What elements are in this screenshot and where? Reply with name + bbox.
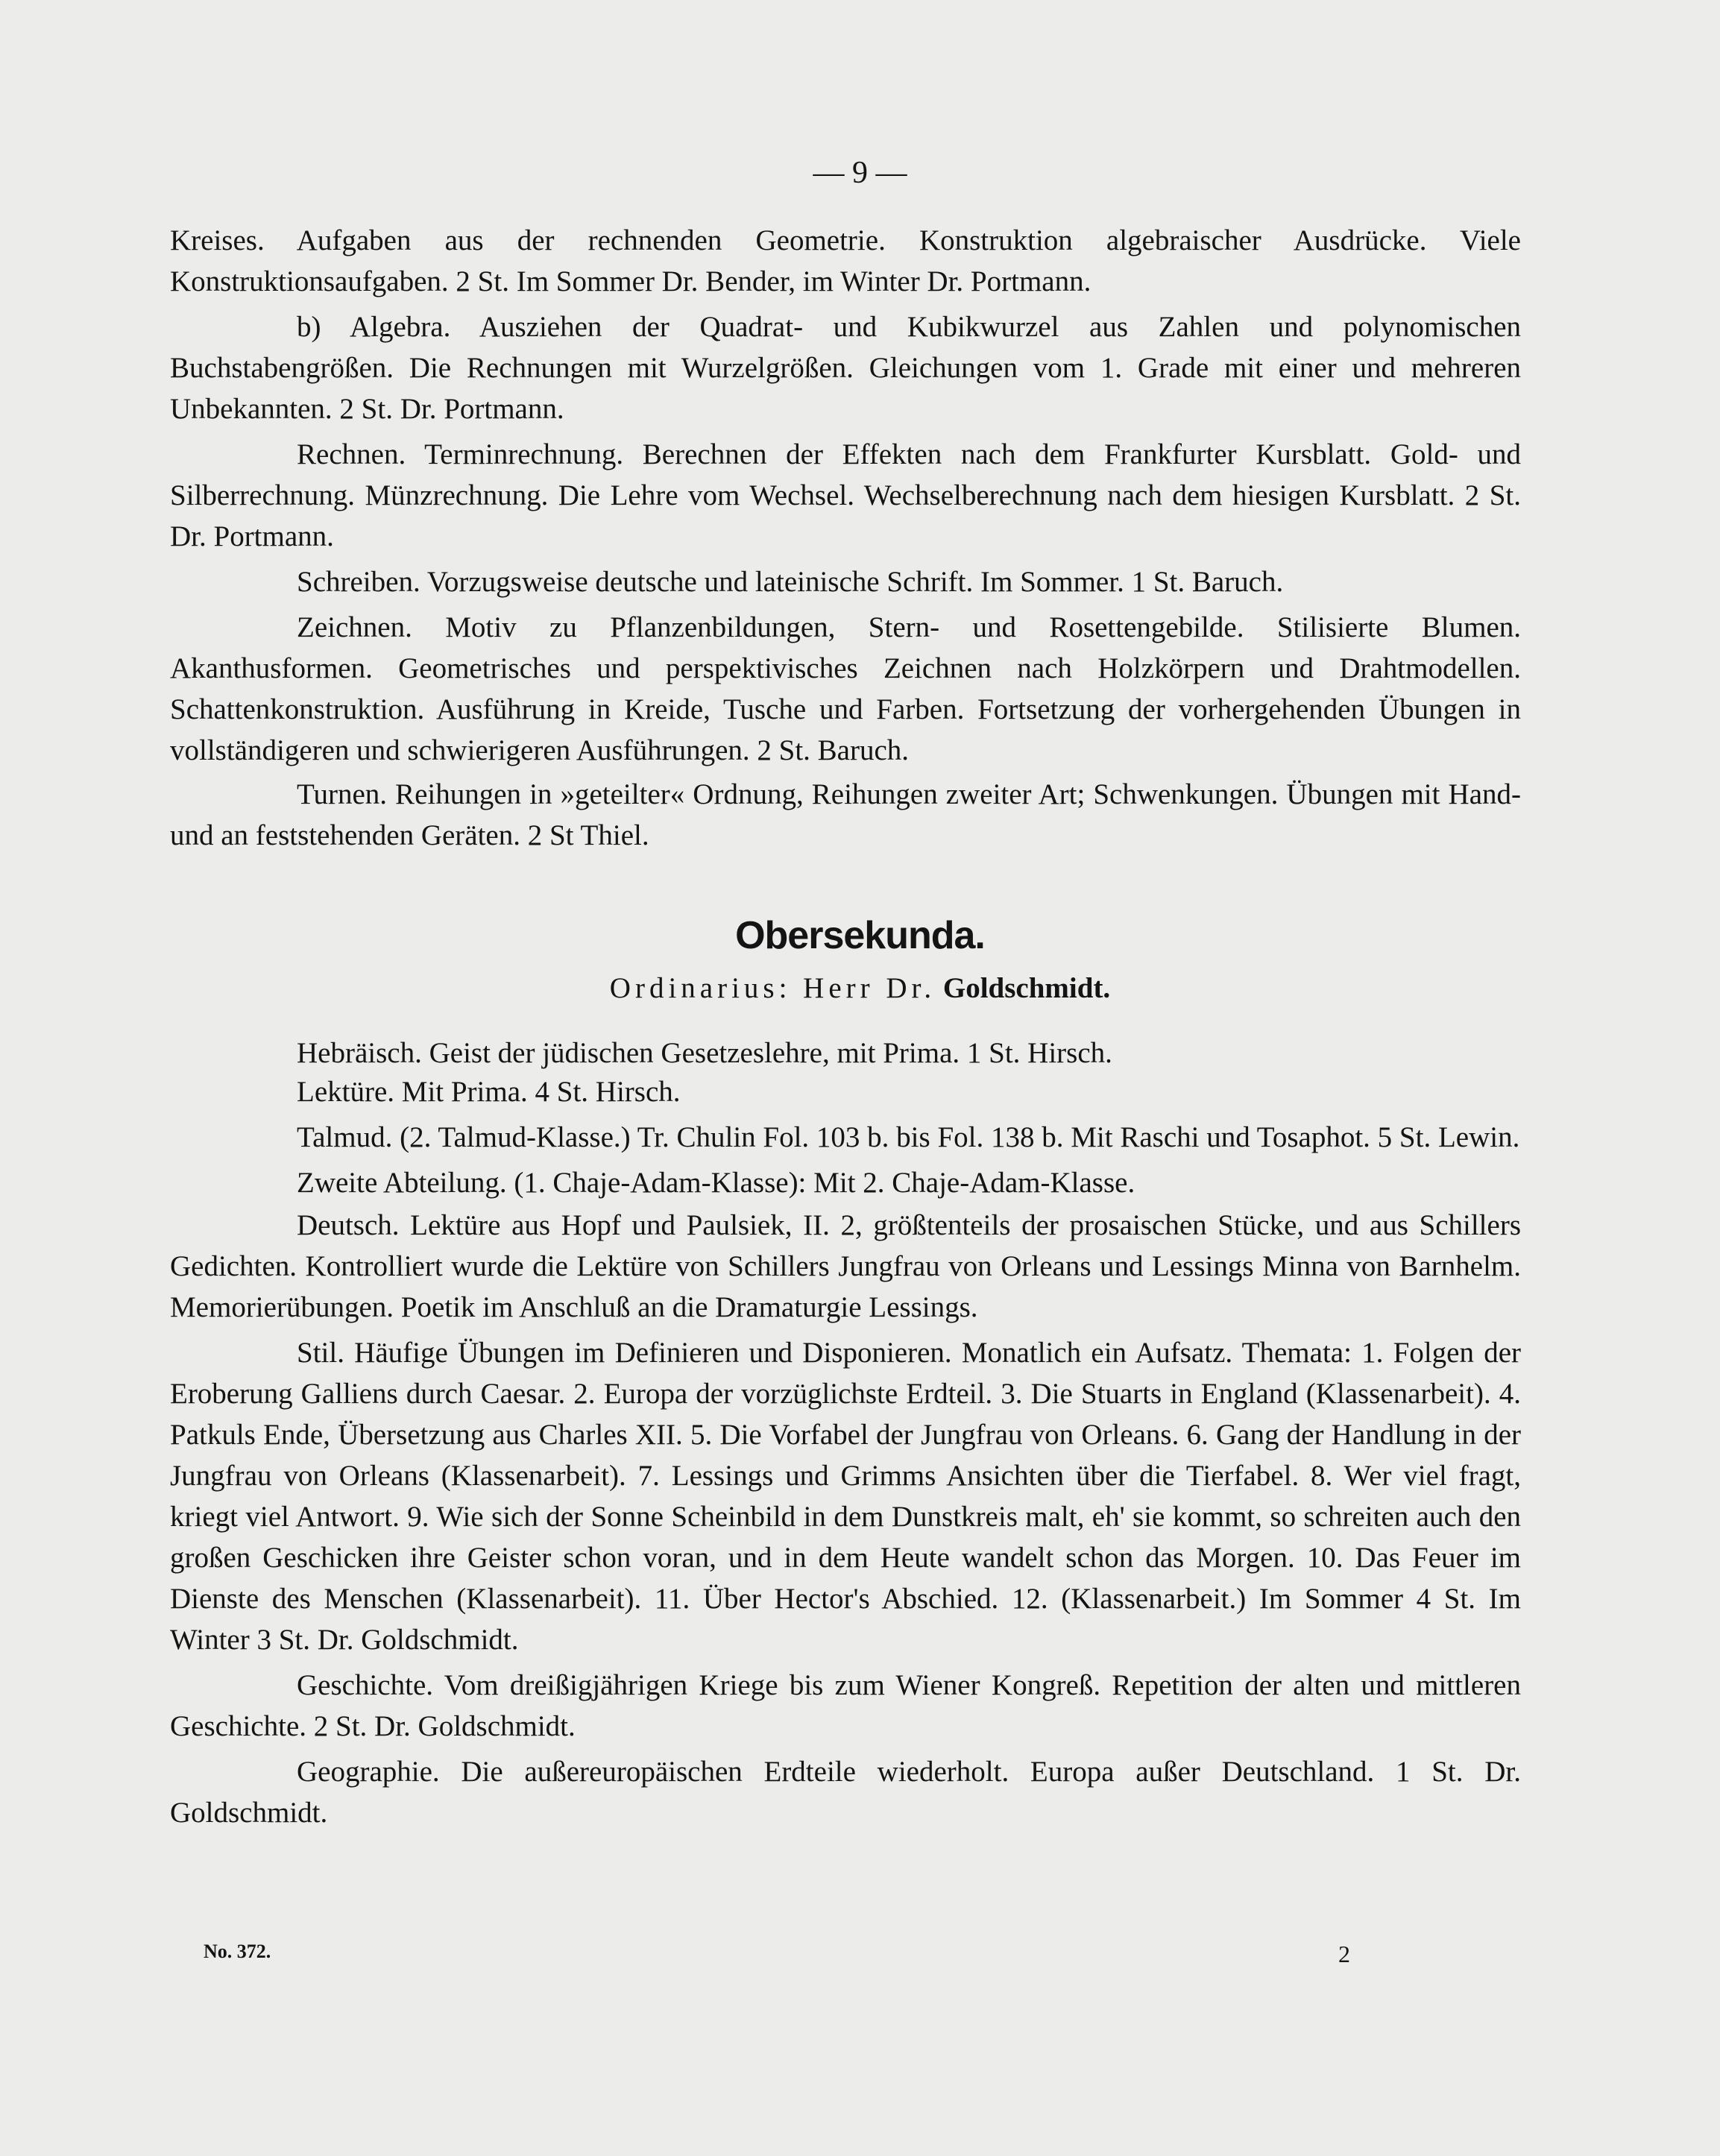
ordinarius-label: Ordinarius: Herr Dr. [609,972,936,1004]
paragraph-zeichnen: Zeichnen. Motiv zu Pflanzenbildungen, Stern- und Rosettengebilde. Stilisierte Blumen. Akanthusformen. Geometrisches und perspektivisches Zeichnen nach Holzkörpern und Drahtmodellen. Schattenkonstruktion. Ausführung in Kreide, Tusche und Farben. Fortsetzung der vorhergehenden Übungen in vollständigeren und schwierigeren Ausführungen. 2 St. Baruch. [170,611,1521,766]
paragraph-rechnen: Rechnen. Terminrechnung. Berechnen der Effekten nach dem Frankfurter Kursblatt. Gold- und Silberrechnung. Münzrechnung. Die Lehre vom Wechsel. Wechselberechnung nach dem hiesigen Kursblatt. 2 St. Dr. Portmann. [170,438,1521,552]
paragraph-schreiben: Schreiben. Vorzugsweise deutsche und lateinische Schrift. Im Sommer. 1 St. Baruch. [297,566,1284,598]
paragraph-geographie: Geographie. Die außereuropäischen Erdteile wiederholt. Europa außer Deutschland. 1 St. Dr. Goldschmidt. [170,1756,1521,1829]
paragraph-talmud: Talmud. (2. Talmud-Klasse.) Tr. Chulin Fol. 103 b. bis Fol. 138 b. Mit Raschi und Tosaphot. 5 St. Lewin. [297,1121,1520,1153]
paragraph-turnen: Turnen. Reihungen in »geteilter« Ordnung, Reihungen zweiter Art; Schwenkungen. Übungen mit Hand- und an feststehenden Geräten. 2 St Thiel. [170,778,1521,851]
paragraph-geometrie: Kreises. Aufgaben aus der rechnenden Geometrie. Konstruktion algebraischer Ausdrücke. Viele Konstruktionsaufgaben. 2 St. Im Sommer Dr. Bender, im Winter Dr. Portmann. [170,224,1521,297]
paragraph-geschichte: Geschichte. Vom dreißigjährigen Kriege bis zum Wiener Kongreß. Repetition der alten und mittleren Geschichte. 2 St. Dr. Goldschmidt. [170,1669,1521,1742]
ordinarius-name: Goldschmidt. [942,972,1111,1004]
section-heading: Obersekunda. [735,914,985,957]
paragraph-hebraeisch: Hebräisch. Geist der jüdischen Gesetzeslehre, mit Prima. 1 St. Hirsch. [297,1037,1112,1069]
paragraph-stil: Stil. Häufige Übungen im Definieren und Disponieren. Monatlich ein Aufsatz. Themata: 1. Folgen der Eroberung Galliens durch Caesar. 2. Europa der vorzüglichste Erdteil. 3. Die Stuarts in England (Klassenarbeit). 4. Patkuls Ende, Übersetzung aus Charles XII. 5. Die Vorfabel der Jungfrau von Orleans. 6. Gang der Handlung in der Jungfrau von Orleans (Klassenarbeit). 7. Lessings und Grimms Ansichten über die Tierfabel. 8. Wer viel fragt, kriegt viel Antwort. 9. Wie sich der Sonne Scheinbild in dem Dunstkreis malt, eh' sie kommt, so schreiten auch den großen Geschicken ihre Geister schon voran, und in dem Heute wandelt schon das Morgen. 10. Das Feuer im Dienste des Menschen (Klassenarbeit). 11. Über Hector's Abschied. 12. (Klassenarbeit.) Im Sommer 4 St. Im Winter 3 St. Dr. Goldschmidt. [170,1337,1521,1656]
paragraph-lektuere: Lektüre. Mit Prima. 4 St. Hirsch. [297,1076,681,1108]
top-text-block [170,220,1521,856]
ordinarius-line [0,971,1720,1005]
paragraph-deutsch: Deutsch. Lektüre aus Hopf und Paulsiek, II. 2, größtenteils der prosaischen Stücke, und aus Schillers Gedichten. Kontrolliert wurde die Lektüre von Schillers Jungfrau von Orleans und Lessings Minna von Barnhelm. Memorierübungen. Poetik im Anschluß an die Dramaturgie Lessings. [170,1209,1521,1323]
paragraph-zweite-abteilung: Zweite Abteilung. (1. Chaje-Adam-Klasse): Mit 2. Chaje-Adam-Klasse. [297,1167,1135,1199]
paragraph-algebra: b) Algebra. Ausziehen der Quadrat- und Kubikwurzel aus Zahlen und polynomischen Buchstabengrößen. Die Rechnungen mit Wurzelgrößen. Gleichungen vom 1. Grade mit einer und mehreren Unbekannten. 2 St. Dr. Portmann. [170,311,1521,425]
footer-number: No. 372. [204,1941,271,1962]
footer-signature: 2 [1338,1941,1350,1967]
bottom-text-block [170,1033,1521,1833]
page-number: — 9 — [813,156,907,190]
